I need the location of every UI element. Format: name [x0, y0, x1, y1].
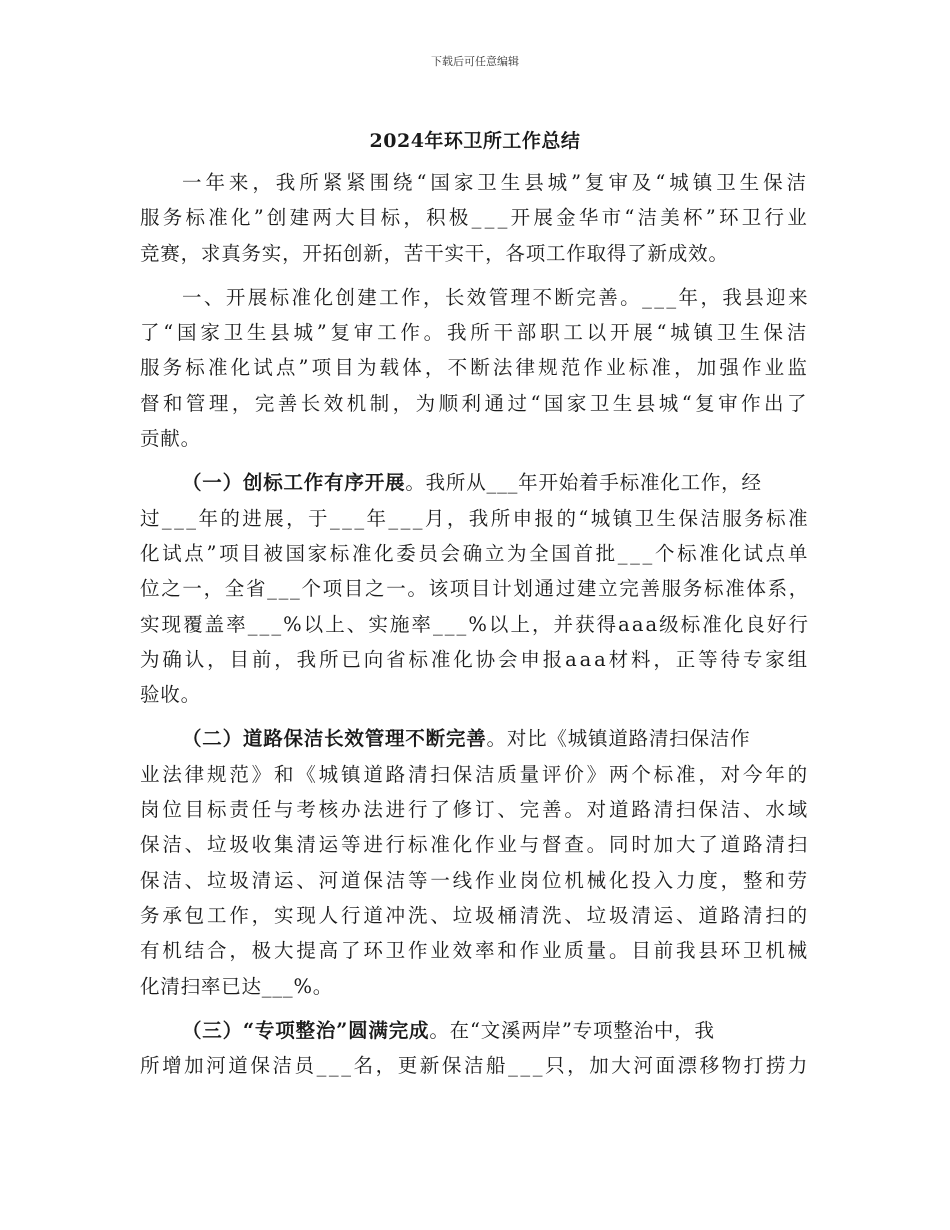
paragraph [140, 165, 810, 271]
text-line: 岗位目标责任与考核办法进行了修订、完善。对道路清扫保洁、水域 [140, 798, 810, 822]
text-line: 务承包工作，实现人行道冲洗、垃圾桶清洗、垃圾清运、道路清扫的 [140, 903, 810, 927]
text-line: 服务标准化试点”项目为载体，不断法律规范作业标准，加强作业监 [140, 356, 810, 380]
paragraph [140, 721, 810, 1003]
text-line: 服务标准化”创建两大目标，积极___开展金华市“洁美杯”环卫行业 [140, 206, 810, 230]
section-heading: （三）“专项整治”圆满完成 [182, 1018, 430, 1042]
section-heading: （二）道路保洁长效管理不断完善 [182, 727, 487, 751]
text-line: 所增加河道保洁员___名，更新保洁船___只，加大河面漂移物打捞力 [140, 1054, 810, 1078]
text-run: 。对比《城镇道路清扫保洁作 [486, 727, 751, 751]
text-line: 保洁、垃圾收集清运等进行标准化作业与督查。同时加大了道路清扫 [140, 833, 810, 857]
document-body [140, 165, 810, 1083]
text-line: 贡献。 [140, 427, 201, 451]
text-line: 过___年的进展，于___年___月，我所申报的“城镇卫生保洁服务标准 [140, 506, 810, 530]
document-title: 2024年环卫所工作总结 [369, 130, 581, 152]
text-line: 实现覆盖率___%以上、实施率___%以上，并获得aaa级标准化良好行 [140, 612, 810, 636]
paragraph [140, 280, 810, 456]
text-line: 督和管理，完善长效机制，为顺利通过“国家卫生县城“复审作出了 [140, 391, 810, 415]
text-run: 。我所从___年开始着手标准化工作，经 [405, 471, 762, 495]
paragraph [140, 465, 810, 712]
text-line: 化试点”项目被国家标准化委员会确立为全国首批___个标准化试点单 [140, 541, 810, 565]
section-heading: （一）创标工作有序开展 [182, 471, 406, 495]
text-line: 验收。 [140, 683, 201, 707]
text-line: 了“国家卫生县城”复审工作。我所干部职工以开展“城镇卫生保洁 [140, 321, 810, 345]
text-line: 位之一，全省___个项目之一。该项目计划通过建立完善服务标准体系， [140, 577, 810, 601]
text-line: 一、开展标准化创建工作，长效管理不断完善。___年，我县迎来 [182, 285, 810, 309]
text-run: 。在“文溪两岸”专项整治中，我 [429, 1018, 715, 1042]
text-line: 为确认，目前，我所已向省标准化协会申报aaa材料，正等待专家组 [140, 647, 810, 671]
text-line: 化清扫率已达___%。 [140, 974, 334, 998]
text-line: 竞赛，求真务实，开拓创新，苦干实干，各项工作取得了新成效。 [140, 241, 729, 265]
text-line: 一年来，我所紧紧围绕“国家卫生县城”复审及“城镇卫生保洁 [182, 171, 810, 194]
paragraph [140, 1013, 810, 1084]
text-line [140, 1013, 810, 1048]
page-header: 下载后可任意编辑 [431, 55, 519, 68]
text-line [140, 465, 810, 500]
text-line: 有机结合，极大提高了环卫作业效率和作业质量。目前我县环卫机械 [140, 939, 810, 963]
text-line [140, 721, 810, 756]
text-line: 业法律规范》和《城镇道路清扫保洁质量评价》两个标准，对今年的 [140, 762, 810, 786]
text-line: 保洁、垃圾清运、河道保洁等一线作业岗位机械化投入力度，整和劳 [140, 868, 810, 892]
